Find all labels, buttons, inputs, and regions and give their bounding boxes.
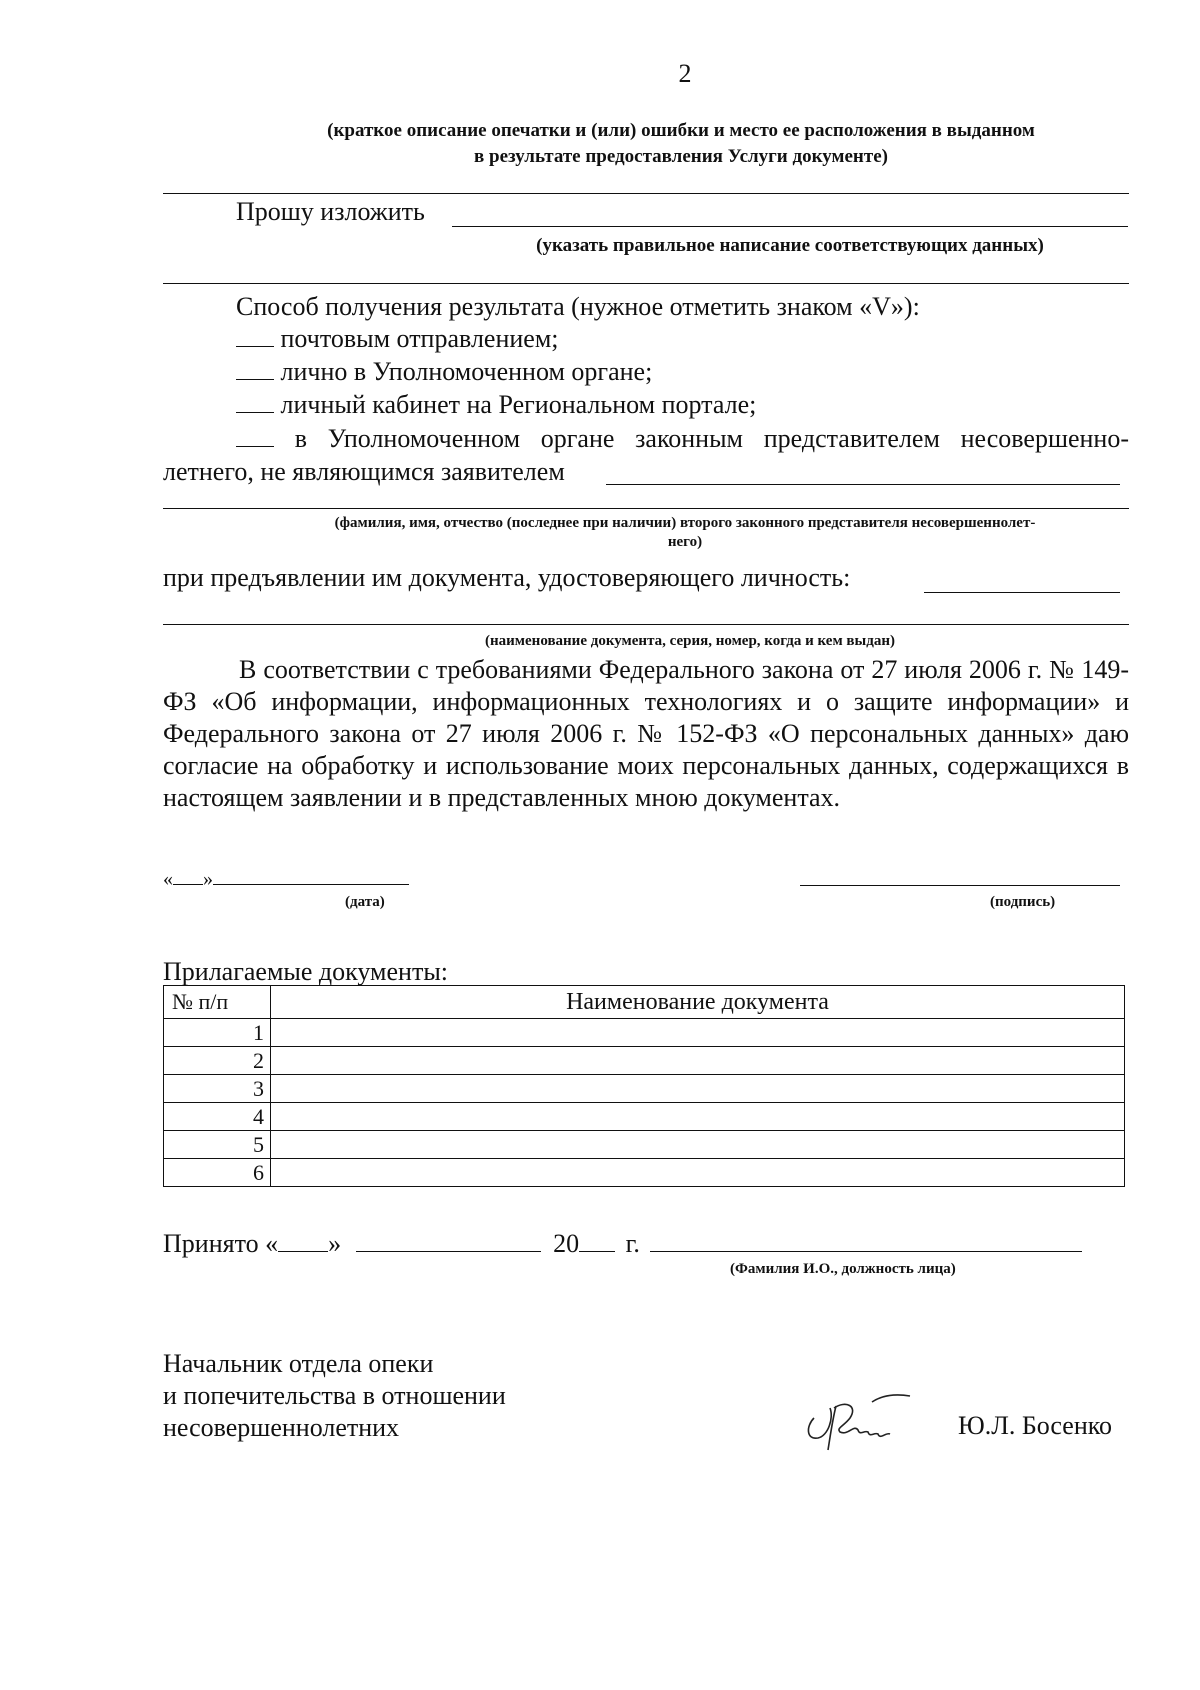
table-row[interactable] (164, 1103, 1125, 1131)
row-number: 1 (164, 1019, 271, 1047)
accepted-year: 20 (553, 1229, 580, 1258)
method-option-representative-label: в Уполномоченном органе законным представителем несовершенно- (294, 424, 1129, 453)
method-option-representative[interactable] (236, 423, 1129, 455)
id-doc-hint: (наименование документа, серия, номер, когда и кем выдан) (485, 633, 895, 649)
representative-field-line[interactable] (606, 484, 1120, 485)
table-row[interactable] (164, 1159, 1125, 1187)
date-day-line[interactable] (173, 868, 203, 885)
method-title: Способ получения результата (нужное отметить знаком «V»): (236, 292, 920, 321)
signer-title-line3: несовершеннолетних (163, 1413, 400, 1442)
accepted-quote-close: » (328, 1229, 342, 1258)
table-row[interactable] (164, 1131, 1125, 1159)
method-option-post-mark[interactable] (236, 324, 274, 347)
method-option-personal[interactable] (236, 356, 652, 388)
row-doc-name-cell[interactable] (271, 1019, 1125, 1047)
accepted-month-line[interactable] (356, 1229, 541, 1252)
accepted-label: Принято « (163, 1229, 279, 1258)
page-number: 2 (678, 59, 692, 88)
date-hint: (дата) (345, 894, 385, 910)
row-number: 2 (164, 1047, 271, 1075)
second-rep-hint-line1: (фамилия, имя, отчество (последнее при наличии) второго законного представителя несовершеннолет- (334, 515, 1036, 531)
table-row[interactable] (164, 1047, 1125, 1075)
signer-name: Ю.Л. Босенко (958, 1411, 1113, 1440)
accepted-day-line[interactable] (278, 1229, 328, 1252)
signature-line[interactable] (800, 885, 1120, 886)
method-option-portal[interactable] (236, 389, 756, 421)
accepted-hint: (Фамилия И.О., должность лица) (730, 1261, 956, 1277)
accepted-official-line[interactable] (650, 1229, 1082, 1252)
accepted-row (163, 1228, 1082, 1260)
row-number: 3 (164, 1075, 271, 1103)
signer-title-line2: и попечительства в отношении (163, 1381, 506, 1410)
consent-paragraph: В соответствии с требованиями Федерального закона от 27 июля 2006 г. № 149-ФЗ «Об информации, информационных технологиях и о защите информации» и Федерального закона от 27 июля 2006 г. № 152-ФЗ «О персональных данных» даю согласие на обработку и использование моих персональных данных, содержащихся в настоящем заявлении и в представленных мною документах. (163, 655, 1129, 812)
attachments-table (163, 985, 1125, 1187)
accepted-year-line[interactable] (579, 1229, 615, 1252)
header-note (190, 120, 1172, 168)
request-field-line[interactable] (452, 226, 1128, 227)
row-doc-name-cell[interactable] (271, 1047, 1125, 1075)
method-option-representative-cont: летнего, не являющимся заявителем (163, 457, 565, 486)
header-note-line1: (краткое описание опечатки и (или) ошибки и место ее расположения в выданном (327, 120, 1035, 141)
signer-title (163, 1348, 506, 1444)
method-option-personal-mark[interactable] (236, 357, 274, 380)
request-label: Прошу изложить (236, 197, 425, 226)
date-open-quote: « (163, 868, 173, 890)
method-option-portal-label: личный кабинет на Региональном портале; (280, 390, 757, 419)
row-doc-name-cell[interactable] (271, 1159, 1125, 1187)
id-doc-label: при предъявлении им документа, удостоверяющего личность: (163, 563, 851, 592)
header-note-underline (163, 193, 1129, 194)
row-number: 4 (164, 1103, 271, 1131)
header-note-line2: в результате предоставления Услуги документе) (474, 146, 888, 167)
col-name-header: Наименование документа (271, 986, 1125, 1019)
attachments-title: Прилагаемые документы: (163, 957, 449, 986)
second-rep-hint-line2: него) (667, 534, 703, 550)
method-option-representative-mark[interactable] (236, 424, 274, 447)
request-hint: (указать правильное написание соответствующих данных) (536, 235, 1044, 256)
date-field[interactable] (163, 868, 409, 891)
row-number: 5 (164, 1131, 271, 1159)
handwritten-signature (800, 1388, 920, 1458)
method-option-post-label: почтовым отправлением; (280, 324, 559, 353)
signature-hint: (подпись) (990, 894, 1056, 910)
table-header-row (164, 986, 1125, 1019)
row-doc-name-cell[interactable] (271, 1075, 1125, 1103)
second-rep-hint (240, 514, 1130, 552)
request-field-line-2[interactable] (163, 283, 1129, 284)
table-row[interactable] (164, 1075, 1125, 1103)
date-month-line[interactable] (213, 868, 409, 885)
method-option-post[interactable] (236, 323, 559, 355)
table-row[interactable] (164, 1019, 1125, 1047)
date-close-quote: » (203, 868, 213, 890)
row-doc-name-cell[interactable] (271, 1131, 1125, 1159)
signer-title-line1: Начальник отдела опеки (163, 1349, 434, 1378)
row-number: 6 (164, 1159, 271, 1187)
col-num-header: № п/п (164, 986, 271, 1019)
id-doc-field-line-2[interactable] (163, 624, 1129, 625)
id-doc-field-line[interactable] (924, 592, 1120, 593)
representative-field-line-2[interactable] (163, 508, 1129, 509)
method-option-personal-label: лично в Уполномоченном органе; (280, 357, 653, 386)
method-option-portal-mark[interactable] (236, 390, 274, 413)
row-doc-name-cell[interactable] (271, 1103, 1125, 1131)
accepted-year-suffix: г. (625, 1229, 640, 1258)
